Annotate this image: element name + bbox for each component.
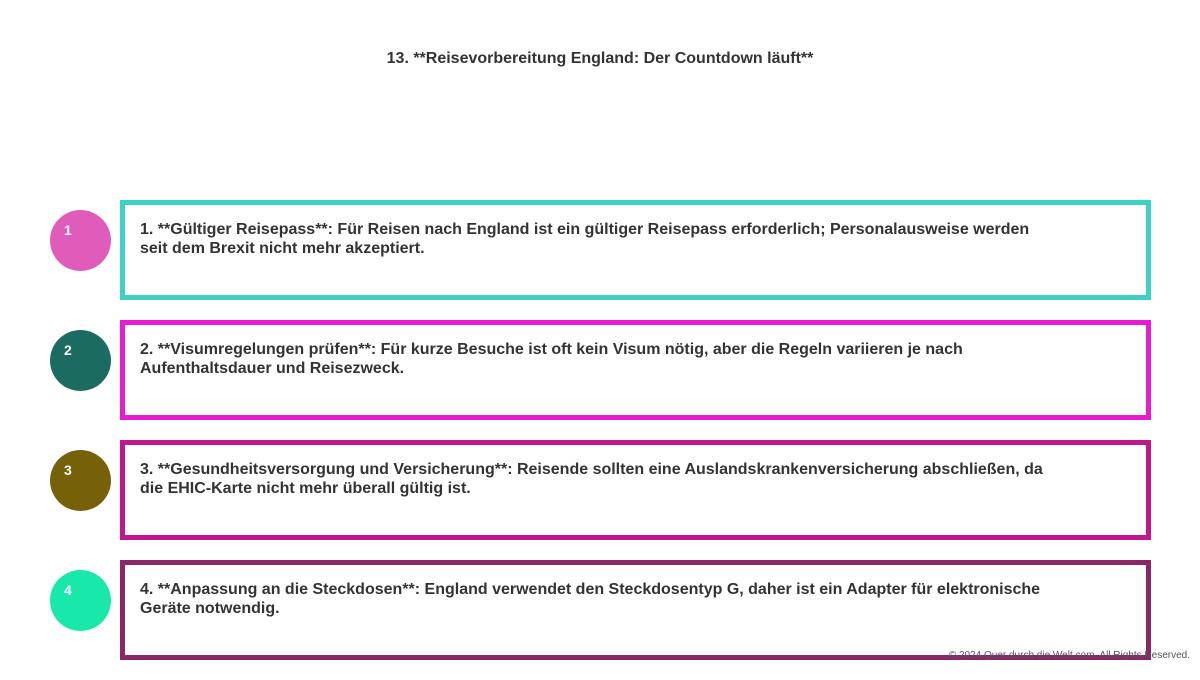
step-item-1 [50, 200, 1151, 300]
step-number: 4 [64, 582, 72, 598]
step-card [120, 560, 1151, 660]
step-number-badge [50, 570, 111, 631]
step-text: 4. **Anpassung an die Steckdosen**: England verwendet den Steckdosentyp G, daher ist ein Adapter für elektronische Geräte notwendig. [140, 581, 1041, 617]
step-number-badge [50, 330, 111, 391]
step-card [120, 440, 1151, 540]
page-title: 13. **Reisevorbereitung England: Der Countdown läuft** [386, 50, 814, 67]
step-card [120, 200, 1151, 300]
step-text: 3. **Gesundheitsversorgung und Versicherung**: Reisende sollten eine Auslandskrankenversicherung abschließen, da die EHIC-Karte nicht mehr überall gültig ist. [140, 461, 1043, 497]
step-number-badge [50, 210, 111, 271]
step-item-2 [50, 320, 1151, 420]
step-text: 1. **Gültiger Reisepass**: Für Reisen nach England ist ein gültiger Reisepass erforderlich; Personalausweise werden seit dem Brexit nicht mehr akzeptiert. [140, 221, 1030, 257]
step-item-3 [50, 440, 1151, 540]
copyright-notice: © 2024 Quer durch die Welt.com. All Rights Reserved. [948, 650, 1190, 661]
step-number: 2 [64, 342, 72, 358]
step-item-4 [50, 560, 1151, 660]
step-text: 2. **Visumregelungen prüfen**: Für kurze Besuche ist oft kein Visum nötig, aber die Regeln variieren je nach Aufenthaltsdauer und Reisezweck. [140, 341, 963, 377]
step-card [120, 320, 1151, 420]
step-number-badge [50, 450, 111, 511]
step-number: 1 [64, 222, 72, 238]
step-number: 3 [64, 462, 72, 478]
